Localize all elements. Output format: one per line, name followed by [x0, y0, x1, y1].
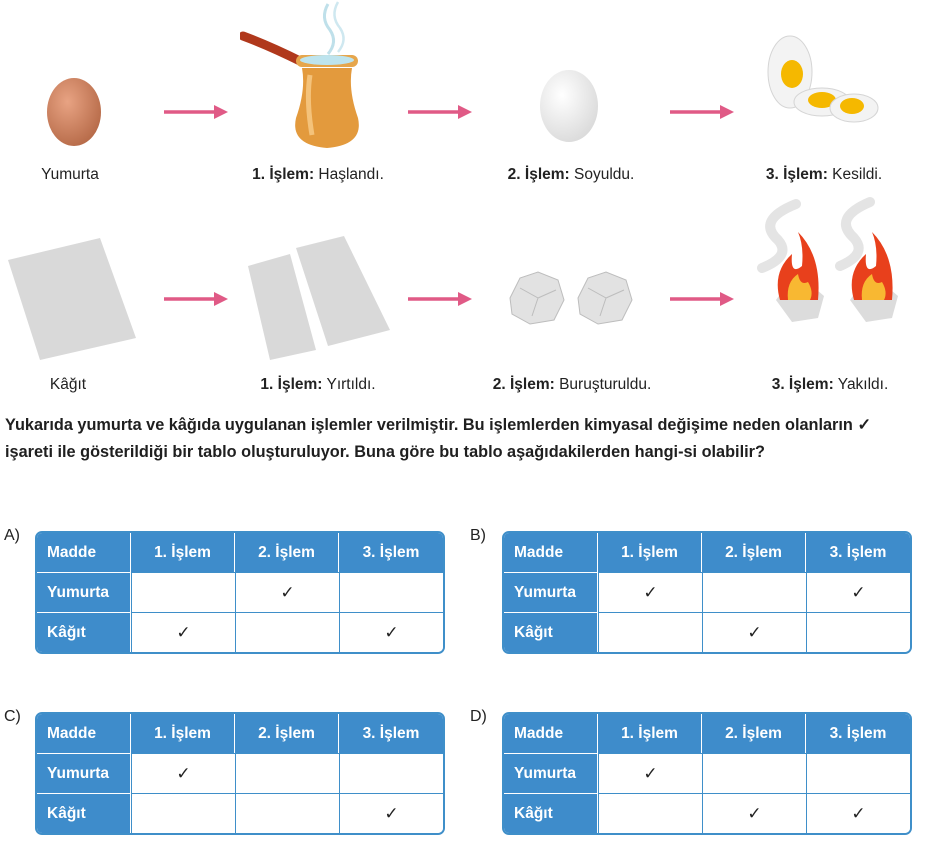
table-cell: ✓	[806, 572, 910, 612]
option-c-table[interactable]	[35, 712, 445, 835]
option-letter: C)	[4, 708, 21, 725]
header-cell: 3. İşlem	[806, 533, 910, 572]
torn-paper-icon	[244, 234, 392, 362]
table-cell: ✓	[235, 572, 339, 612]
header-cell: 3. İşlem	[339, 533, 443, 572]
table-cell	[235, 612, 339, 652]
header-cell: 2. İşlem	[235, 714, 339, 753]
table-cell: ✓	[598, 753, 702, 793]
table-cell	[131, 793, 235, 833]
egg-caption: Yumurta	[41, 166, 99, 183]
row-label: Yumurta	[37, 572, 131, 612]
header-cell: Madde	[37, 714, 131, 753]
table-cell: ✓	[598, 572, 702, 612]
option-letter: D)	[470, 708, 487, 725]
question-text: Yukarıda yumurta ve kâğıda uygulanan işlemler verilmiştir. Bu işlemlerden kimyasal değişime neden olanların ✓ işareti ile gösterildiği bir tablo oluşturuluyor. Buna göre bu tablo aşağıdakilerden hangi-si olabilir?	[5, 416, 872, 461]
paper-sheet-icon	[4, 236, 138, 362]
table-cell: ✓	[339, 793, 443, 833]
sliced-egg-icon	[760, 30, 880, 126]
row-label: Kâğıt	[37, 793, 131, 833]
option-letter: A)	[4, 527, 20, 544]
arrow-icon	[670, 291, 734, 307]
header-cell: 3. İşlem	[339, 714, 443, 753]
header-cell: 2. İşlem	[235, 533, 339, 572]
arrow-icon	[670, 104, 734, 120]
table-cell: ✓	[339, 612, 443, 652]
table-cell	[702, 572, 806, 612]
row-label: Kâğıt	[504, 612, 598, 652]
option-a-table[interactable]	[35, 531, 445, 654]
step-caption: 2. İşlem: Buruşturuldu.	[492, 376, 652, 393]
egg-icon	[44, 74, 104, 148]
row-label: Yumurta	[504, 572, 598, 612]
header-cell: Madde	[37, 533, 131, 572]
header-cell: 3. İşlem	[806, 714, 910, 753]
table-cell: ✓	[702, 793, 806, 833]
table-cell	[598, 793, 702, 833]
arrow-icon	[164, 291, 228, 307]
header-cell: 2. İşlem	[702, 714, 806, 753]
table-cell	[235, 753, 339, 793]
table-cell	[806, 612, 910, 652]
option-b-table[interactable]	[502, 531, 912, 654]
option-letter: B)	[470, 527, 486, 544]
table-cell: ✓	[702, 612, 806, 652]
table-cell: ✓	[131, 612, 235, 652]
step-caption: 1. İşlem: Haşlandı.	[252, 166, 384, 183]
arrow-icon	[408, 104, 472, 120]
header-cell: 1. İşlem	[131, 714, 235, 753]
table-cell	[131, 572, 235, 612]
header-cell: 2. İşlem	[702, 533, 806, 572]
row-label: Yumurta	[504, 753, 598, 793]
table-cell	[702, 753, 806, 793]
paper-caption: Kâğıt	[49, 376, 87, 393]
option-d-table[interactable]	[502, 712, 912, 835]
table-cell: ✓	[806, 793, 910, 833]
row-label: Kâğıt	[37, 612, 131, 652]
arrow-icon	[408, 291, 472, 307]
header-cell: 1. İşlem	[598, 533, 702, 572]
header-cell: 1. İşlem	[598, 714, 702, 753]
step-caption: 1. İşlem: Yırtıldı.	[260, 376, 376, 393]
header-cell: Madde	[504, 714, 598, 753]
burning-paper-icon	[752, 196, 922, 328]
row-label: Kâğıt	[504, 793, 598, 833]
table-cell	[598, 612, 702, 652]
step-caption: 3. İşlem: Yakıldı.	[771, 376, 889, 393]
table-cell	[235, 793, 339, 833]
coffee-pot-icon	[240, 0, 370, 150]
peeled-egg-icon	[537, 66, 601, 144]
row-label: Yumurta	[37, 753, 131, 793]
crumpled-paper-icon	[504, 268, 638, 328]
header-cell: 1. İşlem	[131, 533, 235, 572]
table-cell	[339, 753, 443, 793]
arrow-icon	[164, 104, 228, 120]
table-cell	[806, 753, 910, 793]
table-cell	[339, 572, 443, 612]
step-caption: 2. İşlem: Soyuldu.	[507, 166, 635, 183]
header-cell: Madde	[504, 533, 598, 572]
step-caption: 3. İşlem: Kesildi.	[765, 166, 883, 183]
table-cell: ✓	[131, 753, 235, 793]
